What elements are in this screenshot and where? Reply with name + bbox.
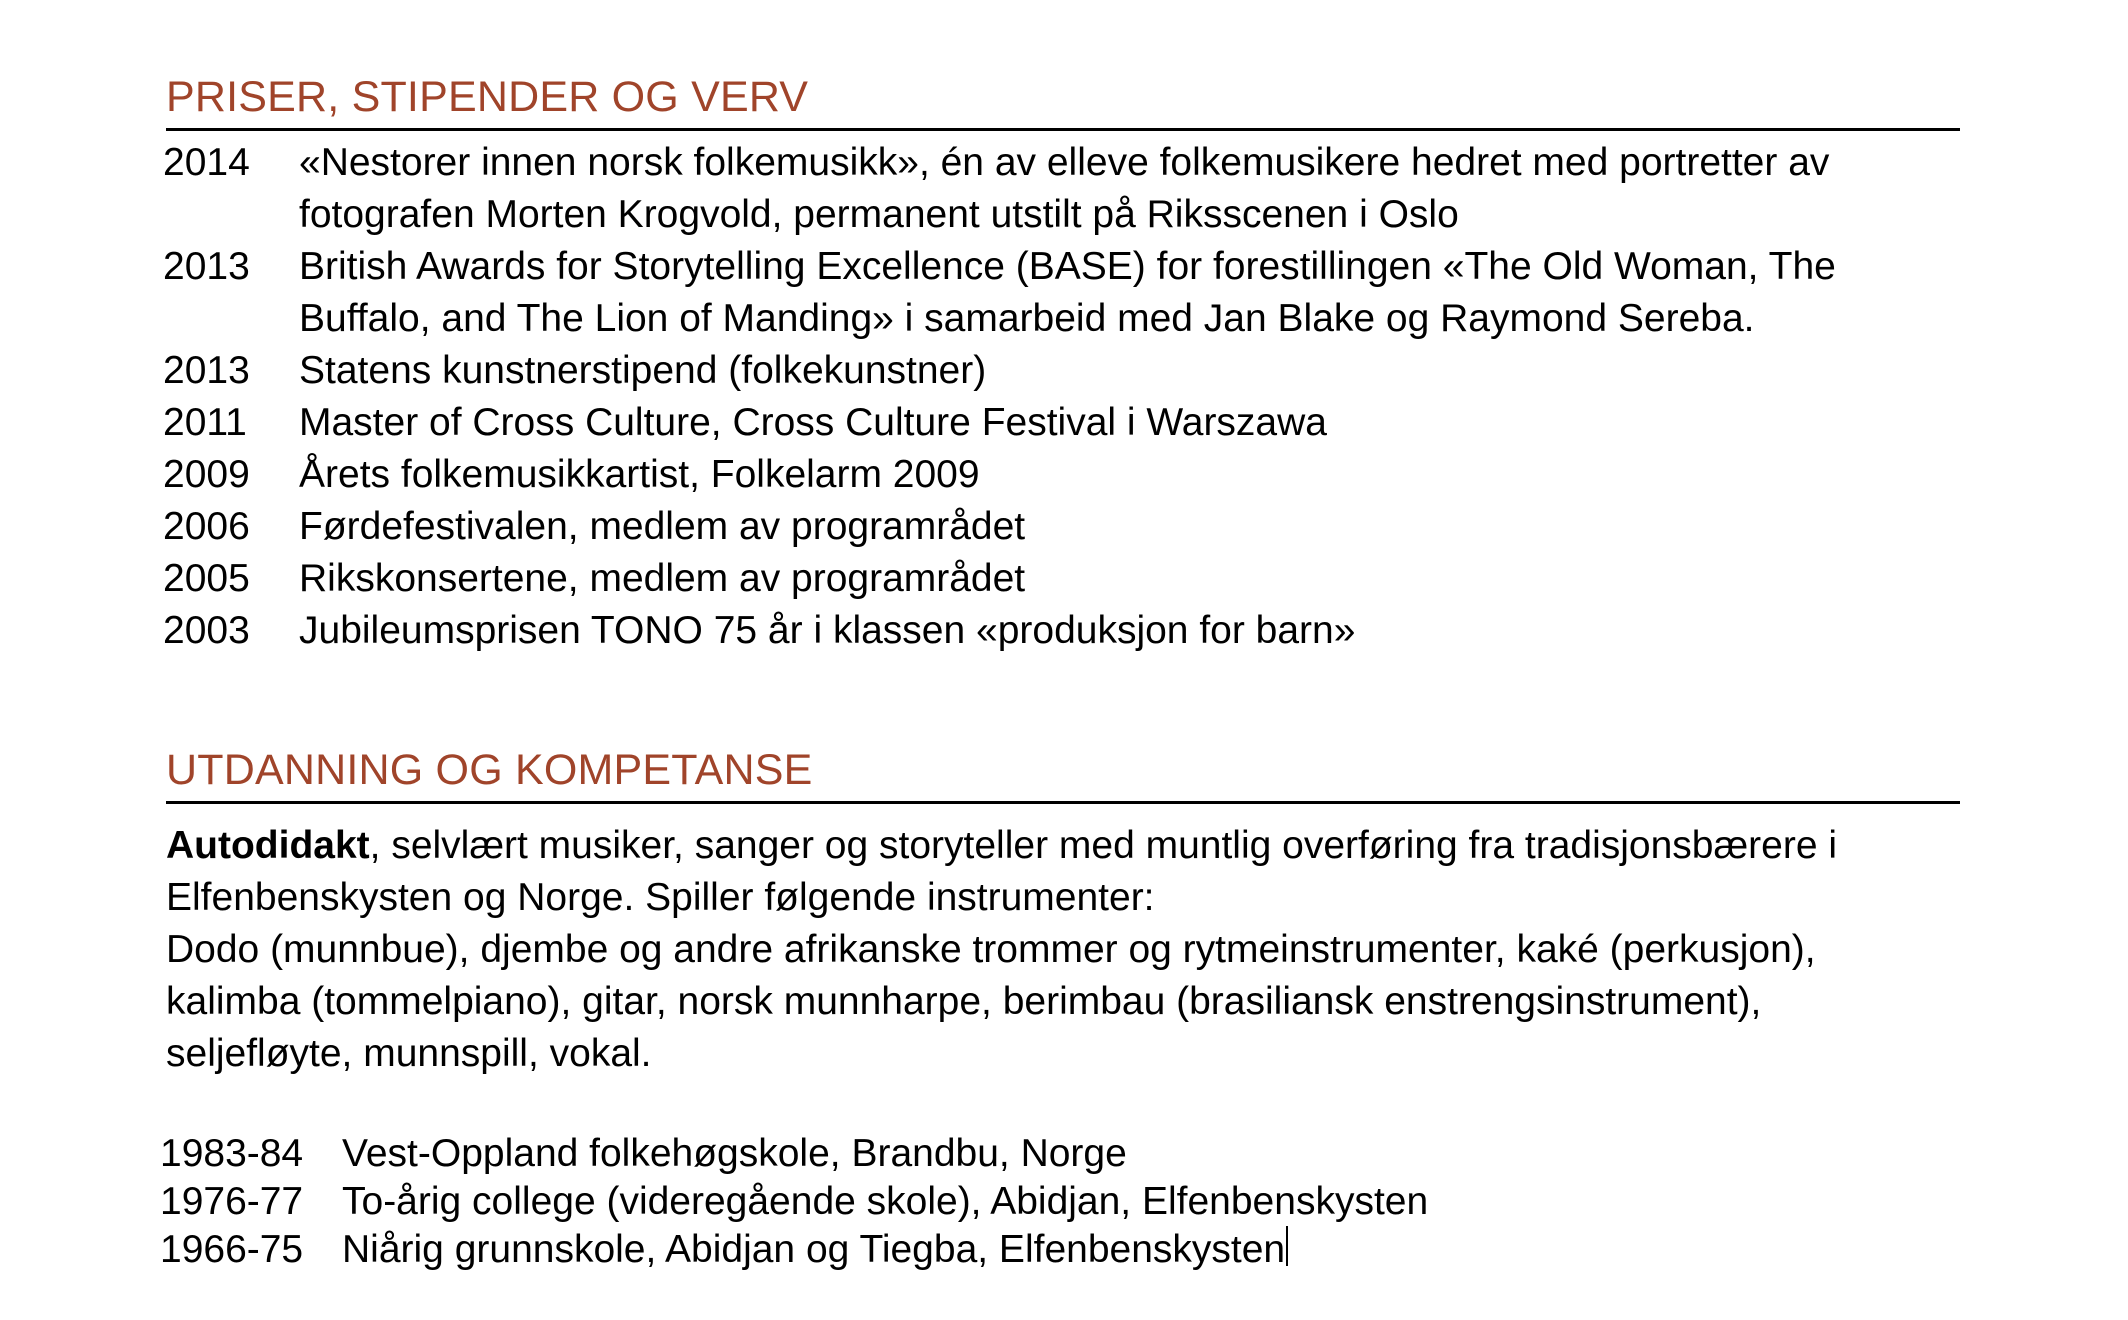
education-section — [160, 745, 1960, 1274]
awards-section-title: PRISER, STIPENDER OG VERV — [166, 73, 809, 121]
award-text: Jubileumsprisen TONO 75 år i klassen «produksjon for barn» — [299, 609, 1356, 652]
school-item — [160, 1130, 1960, 1178]
school-item — [160, 1226, 1960, 1274]
education-section-title: UTDANNING OG KOMPETANSE — [166, 746, 813, 794]
award-item — [163, 501, 1960, 553]
award-item — [163, 605, 1960, 657]
award-item — [163, 397, 1960, 449]
award-text: Statens kunstnerstipend (folkekunstner) — [299, 349, 987, 392]
award-year: 2006 — [163, 505, 250, 548]
award-text: «Nestorer innen norsk folkemusikk», én av elleve folkemusikere hedret med portretter av fotografen Morten Krogvold, permanent utstilt på Riksscenen i Oslo — [299, 141, 1830, 236]
awards-list — [163, 137, 1960, 657]
text-cursor — [1286, 1226, 1288, 1266]
award-year: 2009 — [163, 453, 250, 496]
school-text: To-årig college (videregående skole), Abidjan, Elfenbenskysten — [342, 1180, 1429, 1223]
award-text: Rikskonsertene, medlem av programrådet — [299, 557, 1026, 600]
education-description[interactable] — [166, 820, 1960, 1080]
school-text: Vest-Oppland folkehøgskole, Brandbu, Norge — [342, 1132, 1127, 1175]
award-item — [163, 241, 1960, 345]
award-year: 2013 — [163, 349, 250, 392]
education-intro-bold: Autodidakt — [166, 824, 370, 867]
award-item — [163, 345, 1960, 397]
school-period: 1983-84 — [160, 1132, 304, 1175]
award-text: Master of Cross Culture, Cross Culture Festival i Warszawa — [299, 401, 1327, 444]
award-year: 2005 — [163, 557, 250, 600]
schools-list — [160, 1130, 1960, 1274]
school-text: Niårig grunnskole, Abidjan og Tiegba, Elfenbenskysten — [342, 1228, 1286, 1271]
award-year: 2003 — [163, 609, 250, 652]
award-text: Førdefestivalen, medlem av programrådet — [299, 505, 1026, 548]
award-year: 2011 — [163, 401, 247, 444]
award-text: British Awards for Storytelling Excellence (BASE) for forestillingen «The Old Woman, The Buffalo, and The Lion of Manding» i samarbeid med Jan Blake og Raymond Sereba. — [299, 245, 1836, 340]
award-year: 2013 — [163, 245, 250, 288]
award-item — [163, 553, 1960, 605]
awards-section-divider — [166, 128, 1960, 131]
school-period: 1966-75 — [160, 1228, 304, 1271]
school-item — [160, 1178, 1960, 1226]
award-item — [163, 449, 1960, 501]
award-year: 2014 — [163, 141, 250, 184]
awards-section — [163, 72, 1960, 657]
award-item — [163, 137, 1960, 241]
instruments-text: Dodo (munnbue), djembe og andre afrikanske trommer og rytmeinstrumenter, kaké (perkusjon), kalimba (tommelpiano), gitar, norsk munnharpe, berimbau (brasiliansk enstrengsinstrument), seljefløyte, munnspill, vokal. — [166, 928, 1816, 1075]
school-period: 1976-77 — [160, 1180, 304, 1223]
education-section-divider — [166, 801, 1960, 804]
award-text: Årets folkemusikkartist, Folkelarm 2009 — [299, 453, 980, 496]
education-intro-text: , selvlært musiker, sanger og storyteller med muntlig overføring fra tradisjonsbærere i Elfenbenskysten og Norge. Spiller følgende instrumenter: — [166, 824, 1838, 919]
